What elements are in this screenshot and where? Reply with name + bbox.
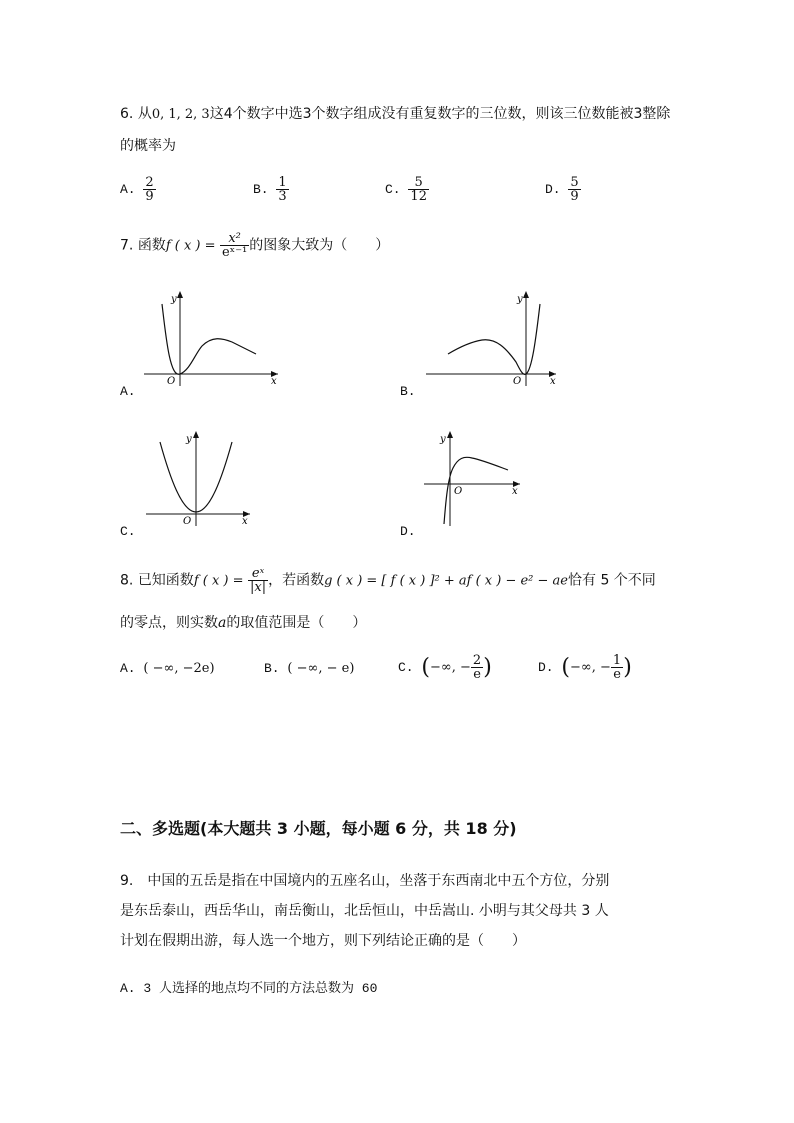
y-axis-arrow bbox=[447, 431, 453, 438]
origin-label: O bbox=[167, 376, 176, 387]
x-label: x bbox=[242, 516, 248, 527]
q8-line1 bbox=[120, 567, 656, 594]
origin-label: O bbox=[183, 516, 192, 527]
option-label: A. bbox=[120, 661, 136, 676]
y-label: y bbox=[517, 294, 523, 305]
q9-line3: 计划在假期出游，每人选一个地方，则下列结论正确的是（ ） bbox=[120, 933, 526, 949]
q6-post: 这4个数字中选3个数字组成没有重复数字的三位数，则该三位数能被3整除 bbox=[209, 106, 671, 122]
option-label: B. bbox=[253, 181, 269, 197]
q7-fraction: $\frac{\text{x²}}{\text{eˣ⁻¹}}$ bbox=[221, 231, 248, 260]
fraction: $\frac{5}{12}$ bbox=[410, 175, 427, 204]
option-label: C. bbox=[385, 181, 401, 197]
q8-option-c: C. (−∞, − $\frac{2}{e}$ ) bbox=[398, 653, 492, 682]
q7-pre: 函数 bbox=[137, 237, 166, 254]
q7-option-d-label: D. bbox=[400, 524, 416, 539]
q6-line2: 的概率为 bbox=[120, 138, 176, 154]
q8-pre: 已知函数 bbox=[137, 572, 194, 589]
q6-number: 6. bbox=[120, 106, 134, 122]
q8-post: 恰有 5 个不同 bbox=[568, 572, 656, 589]
option-label: C. bbox=[398, 659, 414, 675]
x-label: x bbox=[512, 486, 518, 497]
option-value: −∞, − bbox=[430, 659, 471, 675]
q7-function-lhs: f ( x ) = bbox=[165, 238, 216, 254]
q6-pre: 从 bbox=[137, 106, 152, 122]
origin-label: O bbox=[454, 486, 463, 497]
q8-line2 bbox=[120, 612, 366, 632]
q8-mid: ，若函数 bbox=[268, 572, 325, 589]
fraction: $\frac{1}{3}$ bbox=[278, 175, 287, 204]
q8-option-b bbox=[264, 661, 354, 676]
q7-number: 7. bbox=[120, 237, 134, 254]
option-value: ( −∞, −2e) bbox=[143, 661, 215, 676]
y-axis-arrow bbox=[523, 291, 529, 298]
q6-option-d bbox=[545, 176, 581, 203]
option-value: −∞, − bbox=[570, 659, 611, 675]
q8-g-expression: g ( x ) = [ f ( x ) ]² + af ( x ) − e² − ae bbox=[324, 573, 568, 589]
q9-line2: 是东岳泰山，西岳华山，南岳衡山，北岳恒山，中岳嵩山. 小明与其父母共 3 人 bbox=[120, 903, 609, 919]
q7-graph-d bbox=[420, 428, 530, 528]
q8-number: 8. bbox=[120, 572, 134, 589]
q6-option-a bbox=[120, 176, 156, 203]
q6-option-c bbox=[385, 176, 429, 203]
option-value: ( −∞, − e) bbox=[287, 661, 355, 676]
q7-option-b-label: B. bbox=[400, 384, 416, 399]
q8-fraction: $\frac{\text{eˣ}}{|x|}$ bbox=[249, 566, 267, 595]
curve bbox=[162, 304, 256, 374]
q7-option-c-label: C. bbox=[120, 524, 136, 539]
q6-digits: 0, 1, 2, 3 bbox=[151, 107, 210, 122]
q8-variable-a: a bbox=[218, 615, 227, 631]
x-label: x bbox=[550, 376, 556, 387]
option-label: A. bbox=[120, 181, 136, 197]
fraction: $\frac{2}{9}$ bbox=[145, 175, 154, 204]
section-heading: 二、多选题(本大题共 3 小题，每小题 6 分，共 18 分) bbox=[120, 819, 517, 838]
fraction: $\frac{5}{9}$ bbox=[570, 175, 579, 204]
q9-line1: 9. 中国的五岳是指在中国境内的五座名山，坐落于东西南北中五个方位，分别 bbox=[120, 873, 610, 889]
fraction: $\frac{1}{e}$ bbox=[612, 653, 622, 682]
q8-option-d: D. (−∞, − $\frac{1}{e}$ ) bbox=[538, 653, 632, 682]
q8-line2-pre: 的零点，则实数 bbox=[120, 615, 218, 631]
q6-line1 bbox=[120, 103, 670, 123]
option-label: D. bbox=[545, 181, 561, 197]
y-label: y bbox=[171, 294, 177, 305]
q8-option-a bbox=[120, 661, 215, 676]
q7-post: 的图象大致为（ ） bbox=[249, 237, 390, 254]
q7-option-a-label: A. bbox=[120, 384, 136, 399]
option-label: B. bbox=[264, 661, 280, 676]
y-axis-arrow bbox=[177, 291, 183, 298]
q7-line1 bbox=[120, 232, 389, 259]
q8-function-lhs: f ( x ) = bbox=[193, 573, 244, 589]
q7-graph-c bbox=[140, 428, 260, 528]
q9-option-a: A. 3 人选择的地点均不同的方法总数为 60 bbox=[120, 981, 378, 996]
q8-line2-post: 的取值范围是（ ） bbox=[226, 615, 367, 631]
origin-label: O bbox=[513, 376, 522, 387]
x-label: x bbox=[271, 376, 277, 387]
fraction: $\frac{2}{e}$ bbox=[472, 653, 482, 682]
y-axis-arrow bbox=[193, 431, 199, 438]
y-label: y bbox=[186, 434, 192, 445]
q7-graph-a bbox=[140, 288, 290, 388]
q6-option-b bbox=[253, 176, 289, 203]
y-label: y bbox=[440, 434, 446, 445]
q7-graph-b bbox=[420, 288, 570, 388]
option-label: D. bbox=[538, 659, 554, 675]
